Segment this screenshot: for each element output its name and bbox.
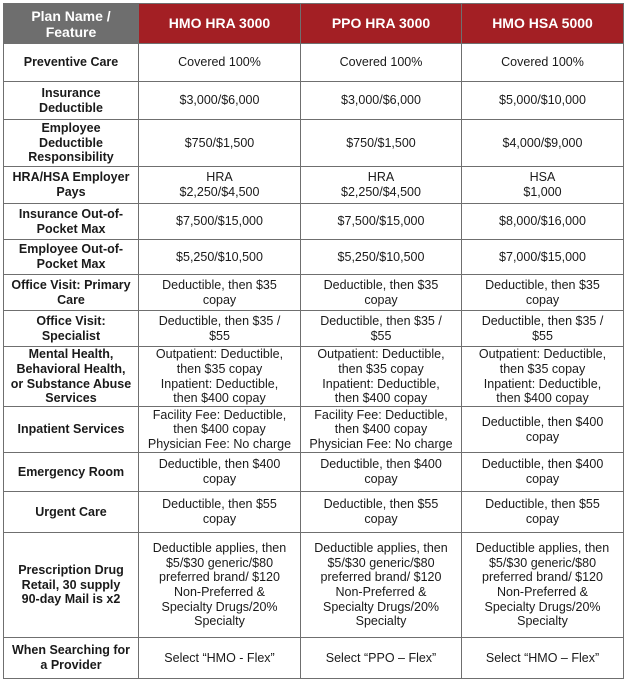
table-cell: Deductible, then $35 copay: [139, 275, 301, 311]
feature-label: Office Visit: Specialist: [4, 311, 139, 347]
table-cell: Deductible, then $55 copay: [139, 492, 301, 533]
table-row: [4, 533, 624, 638]
corner-header: Plan Name / Feature: [4, 4, 139, 44]
table-cell: $3,000/$6,000: [301, 82, 462, 120]
plan-comparison-table: [3, 3, 624, 679]
table-row: [4, 44, 624, 82]
table-row: [4, 120, 624, 167]
table-cell: Outpatient: Deductible, then $35 copay Inpatient: Deductible, then $400 copay: [301, 347, 462, 407]
table-row: [4, 167, 624, 204]
table-cell: Deductible, then $35 copay: [462, 275, 624, 311]
table-cell: Deductible, then $35 / $55: [462, 311, 624, 347]
table-cell: $5,250/$10,500: [301, 240, 462, 275]
table-cell: Covered 100%: [139, 44, 301, 82]
table-cell: $7,500/$15,000: [139, 204, 301, 240]
feature-label: HRA/HSA Employer Pays: [4, 167, 139, 204]
table-cell: Deductible applies, then $5/$30 generic/$80 preferred brand/ $120 Non-Preferred & Specialty Drugs/20% Specialty: [139, 533, 301, 638]
table-cell: $3,000/$6,000: [139, 82, 301, 120]
table-cell: $8,000/$16,000: [462, 204, 624, 240]
table-cell: HSA $1,000: [462, 167, 624, 204]
feature-label: Office Visit: Primary Care: [4, 275, 139, 311]
table-cell: Deductible, then $400 copay: [462, 407, 624, 453]
feature-label: Employee Deductible Responsibility: [4, 120, 139, 167]
table-cell: Deductible, then $400 copay: [139, 453, 301, 492]
feature-label: Insurance Deductible: [4, 82, 139, 120]
table-cell: Deductible applies, then $5/$30 generic/$80 preferred brand/ $120 Non-Preferred & Specialty Drugs/20% Specialty: [462, 533, 624, 638]
table-cell: Outpatient: Deductible, then $35 copay Inpatient: Deductible, then $400 copay: [462, 347, 624, 407]
feature-label: Mental Health, Behavioral Health, or Substance Abuse Services: [4, 347, 139, 407]
table-row: [4, 240, 624, 275]
table-cell: Deductible, then $400 copay: [301, 453, 462, 492]
table-row: [4, 638, 624, 679]
table-cell: Deductible, then $55 copay: [301, 492, 462, 533]
table-cell: Deductible, then $55 copay: [462, 492, 624, 533]
feature-label: Insurance Out-of- Pocket Max: [4, 204, 139, 240]
table-cell: Deductible, then $400 copay: [462, 453, 624, 492]
table-row: [4, 347, 624, 407]
plan-header-hmo-hsa-5000: HMO HSA 5000: [462, 4, 624, 44]
feature-label: Employee Out-of- Pocket Max: [4, 240, 139, 275]
table-cell: $5,250/$10,500: [139, 240, 301, 275]
table-cell: Deductible, then $35 copay: [301, 275, 462, 311]
table-cell: Deductible, then $35 / $55: [139, 311, 301, 347]
table-row: [4, 204, 624, 240]
table-cell: Covered 100%: [462, 44, 624, 82]
feature-label: Urgent Care: [4, 492, 139, 533]
table-row: [4, 453, 624, 492]
feature-label: Preventive Care: [4, 44, 139, 82]
table-cell: Deductible, then $35 / $55: [301, 311, 462, 347]
table-cell: $7,500/$15,000: [301, 204, 462, 240]
header-row: [4, 4, 624, 44]
table-cell: Select “PPO – Flex”: [301, 638, 462, 679]
table-row: [4, 407, 624, 453]
table-cell: $7,000/$15,000: [462, 240, 624, 275]
table-cell: Deductible applies, then $5/$30 generic/$80 preferred brand/ $120 Non-Preferred & Specialty Drugs/20% Specialty: [301, 533, 462, 638]
feature-label: Prescription Drug Retail, 30 supply 90-day Mail is x2: [4, 533, 139, 638]
table-cell: HRA $2,250/$4,500: [301, 167, 462, 204]
feature-label: Inpatient Services: [4, 407, 139, 453]
table-cell: $5,000/$10,000: [462, 82, 624, 120]
table-cell: Covered 100%: [301, 44, 462, 82]
table-cell: $750/$1,500: [301, 120, 462, 167]
table-cell: Facility Fee: Deductible, then $400 copay Physician Fee: No charge: [139, 407, 301, 453]
table-cell: Outpatient: Deductible, then $35 copay Inpatient: Deductible, then $400 copay: [139, 347, 301, 407]
table-row: [4, 311, 624, 347]
plan-header-ppo-hra-3000: PPO HRA 3000: [301, 4, 462, 44]
table-cell: Select “HMO – Flex”: [462, 638, 624, 679]
table-cell: $4,000/$9,000: [462, 120, 624, 167]
feature-label: When Searching for a Provider: [4, 638, 139, 679]
table-cell: Select “HMO - Flex”: [139, 638, 301, 679]
table-row: [4, 275, 624, 311]
feature-label: Emergency Room: [4, 453, 139, 492]
table-cell: Facility Fee: Deductible, then $400 copay Physician Fee: No charge: [301, 407, 462, 453]
table-cell: $750/$1,500: [139, 120, 301, 167]
plan-header-hmo-hra-3000: HMO HRA 3000: [139, 4, 301, 44]
table-cell: HRA $2,250/$4,500: [139, 167, 301, 204]
table-row: [4, 492, 624, 533]
table-row: [4, 82, 624, 120]
